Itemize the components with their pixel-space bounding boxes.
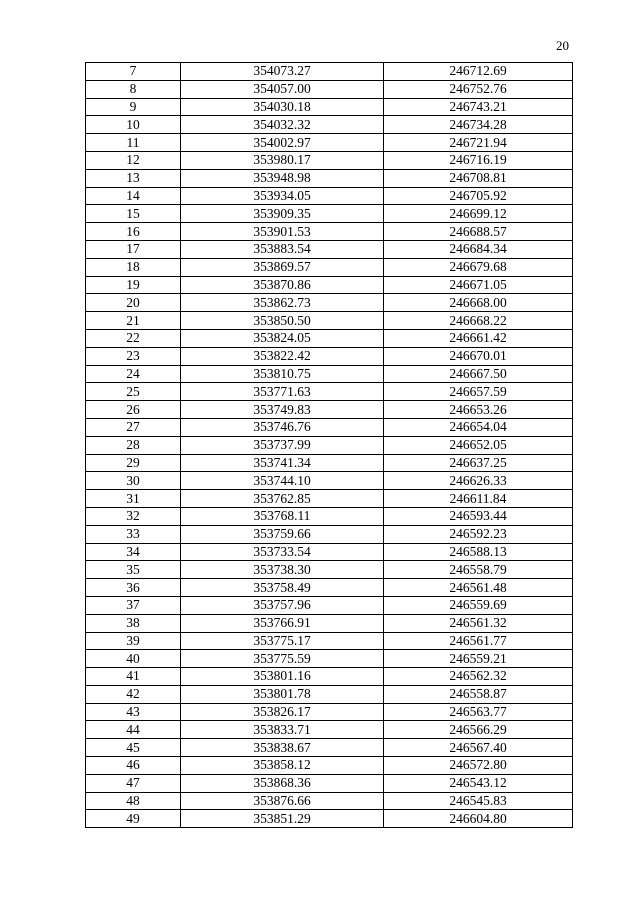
point-number-cell: 25 <box>86 383 181 401</box>
table-row <box>86 454 573 472</box>
y-coordinate-cell: 246611.84 <box>384 490 573 508</box>
x-coordinate-cell: 353826.17 <box>181 703 384 721</box>
point-number-cell: 20 <box>86 294 181 312</box>
point-number-cell: 21 <box>86 312 181 330</box>
table-row <box>86 792 573 810</box>
y-coordinate-cell: 246657.59 <box>384 383 573 401</box>
table-row <box>86 223 573 241</box>
point-number-cell: 11 <box>86 134 181 152</box>
coordinates-table <box>85 62 573 828</box>
y-coordinate-cell: 246566.29 <box>384 721 573 739</box>
table-row <box>86 365 573 383</box>
x-coordinate-cell: 353980.17 <box>181 151 384 169</box>
point-number-cell: 37 <box>86 596 181 614</box>
point-number-cell: 26 <box>86 401 181 419</box>
table-row <box>86 632 573 650</box>
point-number-cell: 43 <box>86 703 181 721</box>
x-coordinate-cell: 353775.59 <box>181 650 384 668</box>
x-coordinate-cell: 354030.18 <box>181 98 384 116</box>
table-row <box>86 543 573 561</box>
table-row <box>86 116 573 134</box>
table-row <box>86 418 573 436</box>
y-coordinate-cell: 246588.13 <box>384 543 573 561</box>
point-number-cell: 15 <box>86 205 181 223</box>
point-number-cell: 45 <box>86 739 181 757</box>
table-row <box>86 579 573 597</box>
y-coordinate-cell: 246604.80 <box>384 810 573 828</box>
table-row <box>86 472 573 490</box>
x-coordinate-cell: 353862.73 <box>181 294 384 312</box>
table-row <box>86 205 573 223</box>
table-row <box>86 739 573 757</box>
y-coordinate-cell: 246561.77 <box>384 632 573 650</box>
y-coordinate-cell: 246558.87 <box>384 685 573 703</box>
x-coordinate-cell: 353758.49 <box>181 579 384 597</box>
point-number-cell: 31 <box>86 490 181 508</box>
table-row <box>86 757 573 775</box>
y-coordinate-cell: 246667.50 <box>384 365 573 383</box>
y-coordinate-cell: 246716.19 <box>384 151 573 169</box>
point-number-cell: 9 <box>86 98 181 116</box>
point-number-cell: 41 <box>86 668 181 686</box>
x-coordinate-cell: 354002.97 <box>181 134 384 152</box>
x-coordinate-cell: 353801.78 <box>181 685 384 703</box>
table-row <box>86 329 573 347</box>
point-number-cell: 17 <box>86 240 181 258</box>
x-coordinate-cell: 353833.71 <box>181 721 384 739</box>
y-coordinate-cell: 246721.94 <box>384 134 573 152</box>
point-number-cell: 49 <box>86 810 181 828</box>
point-number-cell: 14 <box>86 187 181 205</box>
point-number-cell: 10 <box>86 116 181 134</box>
y-coordinate-cell: 246545.83 <box>384 792 573 810</box>
y-coordinate-cell: 246563.77 <box>384 703 573 721</box>
point-number-cell: 48 <box>86 792 181 810</box>
y-coordinate-cell: 246734.28 <box>384 116 573 134</box>
table-row <box>86 151 573 169</box>
x-coordinate-cell: 353771.63 <box>181 383 384 401</box>
table-row <box>86 668 573 686</box>
y-coordinate-cell: 246558.79 <box>384 561 573 579</box>
y-coordinate-cell: 246652.05 <box>384 436 573 454</box>
y-coordinate-cell: 246708.81 <box>384 169 573 187</box>
point-number-cell: 47 <box>86 774 181 792</box>
coordinates-table-body <box>86 63 573 828</box>
y-coordinate-cell: 246670.01 <box>384 347 573 365</box>
x-coordinate-cell: 353838.67 <box>181 739 384 757</box>
point-number-cell: 32 <box>86 507 181 525</box>
table-row <box>86 383 573 401</box>
point-number-cell: 36 <box>86 579 181 597</box>
y-coordinate-cell: 246661.42 <box>384 329 573 347</box>
x-coordinate-cell: 353744.10 <box>181 472 384 490</box>
table-row <box>86 98 573 116</box>
point-number-cell: 27 <box>86 418 181 436</box>
point-number-cell: 38 <box>86 614 181 632</box>
y-coordinate-cell: 246668.22 <box>384 312 573 330</box>
table-row <box>86 774 573 792</box>
x-coordinate-cell: 353876.66 <box>181 792 384 810</box>
x-coordinate-cell: 353824.05 <box>181 329 384 347</box>
table-row <box>86 561 573 579</box>
point-number-cell: 19 <box>86 276 181 294</box>
table-row <box>86 80 573 98</box>
x-coordinate-cell: 353883.54 <box>181 240 384 258</box>
y-coordinate-cell: 246561.32 <box>384 614 573 632</box>
point-number-cell: 39 <box>86 632 181 650</box>
point-number-cell: 40 <box>86 650 181 668</box>
table-row <box>86 401 573 419</box>
x-coordinate-cell: 353775.17 <box>181 632 384 650</box>
y-coordinate-cell: 246559.21 <box>384 650 573 668</box>
table-row <box>86 134 573 152</box>
table-row <box>86 703 573 721</box>
table-row <box>86 294 573 312</box>
y-coordinate-cell: 246592.23 <box>384 525 573 543</box>
x-coordinate-cell: 353868.36 <box>181 774 384 792</box>
y-coordinate-cell: 246671.05 <box>384 276 573 294</box>
table-row <box>86 169 573 187</box>
y-coordinate-cell: 246626.33 <box>384 472 573 490</box>
x-coordinate-cell: 353870.86 <box>181 276 384 294</box>
point-number-cell: 18 <box>86 258 181 276</box>
point-number-cell: 44 <box>86 721 181 739</box>
x-coordinate-cell: 353948.98 <box>181 169 384 187</box>
page-number: 20 <box>556 38 569 53</box>
y-coordinate-cell: 246561.48 <box>384 579 573 597</box>
point-number-cell: 16 <box>86 223 181 241</box>
y-coordinate-cell: 246593.44 <box>384 507 573 525</box>
y-coordinate-cell: 246567.40 <box>384 739 573 757</box>
table-row <box>86 650 573 668</box>
table-row <box>86 810 573 828</box>
table-row <box>86 721 573 739</box>
x-coordinate-cell: 353733.54 <box>181 543 384 561</box>
table-row <box>86 490 573 508</box>
table-row <box>86 187 573 205</box>
table-row <box>86 507 573 525</box>
x-coordinate-cell: 353909.35 <box>181 205 384 223</box>
x-coordinate-cell: 353762.85 <box>181 490 384 508</box>
x-coordinate-cell: 353934.05 <box>181 187 384 205</box>
y-coordinate-cell: 246743.21 <box>384 98 573 116</box>
y-coordinate-cell: 246688.57 <box>384 223 573 241</box>
point-number-cell: 28 <box>86 436 181 454</box>
point-number-cell: 7 <box>86 63 181 81</box>
y-coordinate-cell: 246572.80 <box>384 757 573 775</box>
y-coordinate-cell: 246654.04 <box>384 418 573 436</box>
x-coordinate-cell: 353741.34 <box>181 454 384 472</box>
point-number-cell: 46 <box>86 757 181 775</box>
point-number-cell: 34 <box>86 543 181 561</box>
point-number-cell: 23 <box>86 347 181 365</box>
y-coordinate-cell: 246699.12 <box>384 205 573 223</box>
point-number-cell: 8 <box>86 80 181 98</box>
x-coordinate-cell: 354073.27 <box>181 63 384 81</box>
table-row <box>86 614 573 632</box>
point-number-cell: 33 <box>86 525 181 543</box>
point-number-cell: 12 <box>86 151 181 169</box>
y-coordinate-cell: 246559.69 <box>384 596 573 614</box>
table-row <box>86 347 573 365</box>
x-coordinate-cell: 353768.11 <box>181 507 384 525</box>
y-coordinate-cell: 246679.68 <box>384 258 573 276</box>
x-coordinate-cell: 353749.83 <box>181 401 384 419</box>
x-coordinate-cell: 353810.75 <box>181 365 384 383</box>
point-number-cell: 22 <box>86 329 181 347</box>
table-row <box>86 240 573 258</box>
x-coordinate-cell: 353801.16 <box>181 668 384 686</box>
table-row <box>86 63 573 81</box>
point-number-cell: 24 <box>86 365 181 383</box>
x-coordinate-cell: 353869.57 <box>181 258 384 276</box>
x-coordinate-cell: 354032.32 <box>181 116 384 134</box>
x-coordinate-cell: 354057.00 <box>181 80 384 98</box>
x-coordinate-cell: 353851.29 <box>181 810 384 828</box>
table-row <box>86 312 573 330</box>
point-number-cell: 42 <box>86 685 181 703</box>
table-row <box>86 525 573 543</box>
x-coordinate-cell: 353746.76 <box>181 418 384 436</box>
x-coordinate-cell: 353901.53 <box>181 223 384 241</box>
point-number-cell: 35 <box>86 561 181 579</box>
x-coordinate-cell: 353759.66 <box>181 525 384 543</box>
x-coordinate-cell: 353737.99 <box>181 436 384 454</box>
point-number-cell: 30 <box>86 472 181 490</box>
table-row <box>86 596 573 614</box>
y-coordinate-cell: 246705.92 <box>384 187 573 205</box>
x-coordinate-cell: 353822.42 <box>181 347 384 365</box>
table-row <box>86 276 573 294</box>
y-coordinate-cell: 246668.00 <box>384 294 573 312</box>
table-row <box>86 436 573 454</box>
y-coordinate-cell: 246543.12 <box>384 774 573 792</box>
x-coordinate-cell: 353757.96 <box>181 596 384 614</box>
x-coordinate-cell: 353738.30 <box>181 561 384 579</box>
table-row <box>86 685 573 703</box>
y-coordinate-cell: 246712.69 <box>384 63 573 81</box>
y-coordinate-cell: 246684.34 <box>384 240 573 258</box>
point-number-cell: 13 <box>86 169 181 187</box>
point-number-cell: 29 <box>86 454 181 472</box>
y-coordinate-cell: 246637.25 <box>384 454 573 472</box>
x-coordinate-cell: 353850.50 <box>181 312 384 330</box>
table-row <box>86 258 573 276</box>
x-coordinate-cell: 353766.91 <box>181 614 384 632</box>
y-coordinate-cell: 246653.26 <box>384 401 573 419</box>
x-coordinate-cell: 353858.12 <box>181 757 384 775</box>
y-coordinate-cell: 246752.76 <box>384 80 573 98</box>
y-coordinate-cell: 246562.32 <box>384 668 573 686</box>
